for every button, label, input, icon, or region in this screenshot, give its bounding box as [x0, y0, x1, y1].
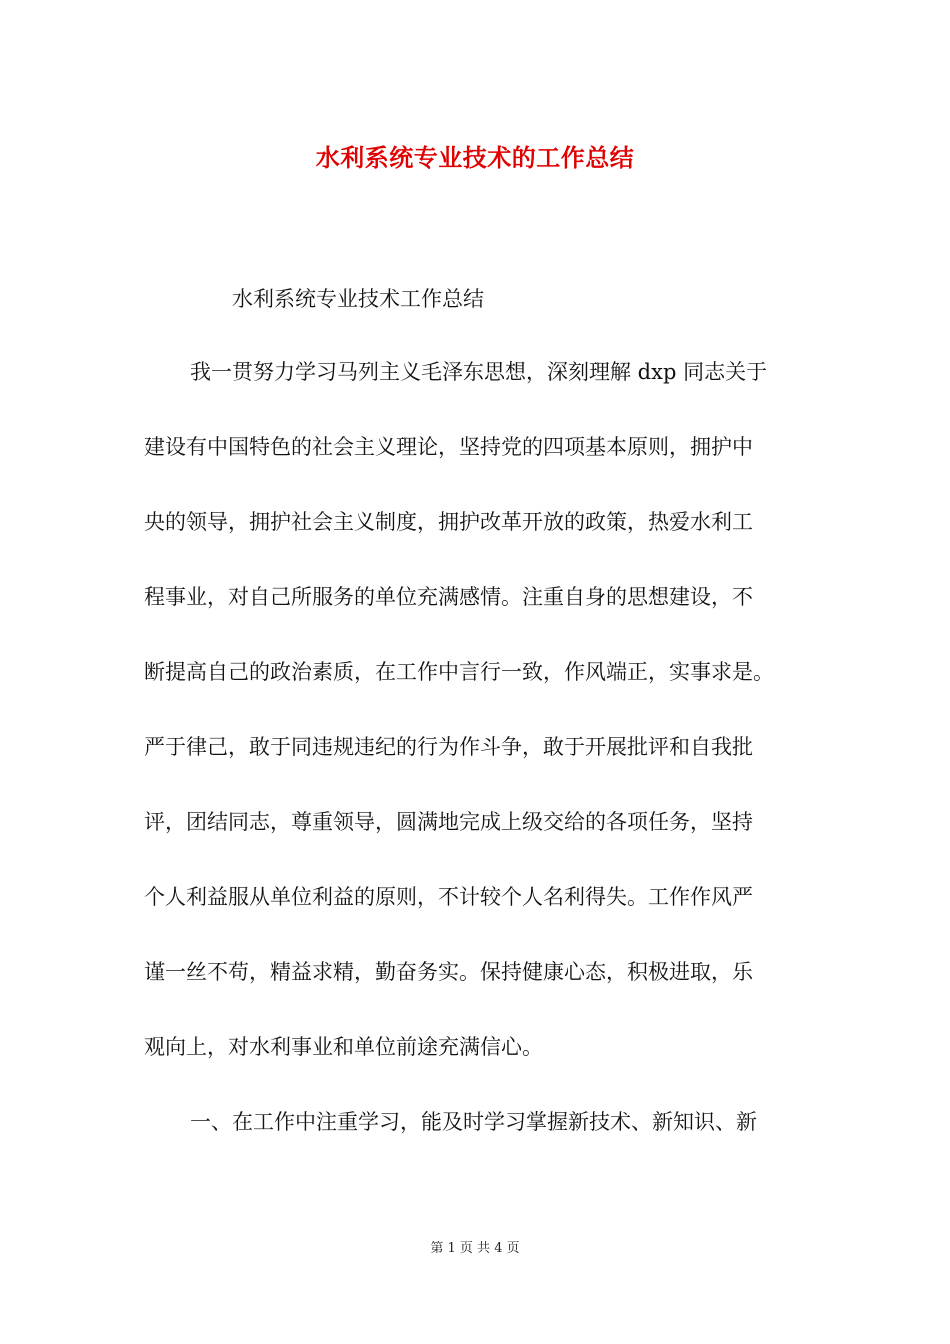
- paragraph-line: 观向上，对水利事业和单位前途充满信心。: [144, 1035, 543, 1059]
- paragraph-line: 个人利益服从单位利益的原则，不计较个人名利得失。工作作风严: [144, 885, 753, 909]
- paragraph-line: 建设有中国特色的社会主义理论，坚持党的四项基本原则，拥护中: [144, 435, 753, 459]
- paragraph-line: 严于律己，敢于同违规违纪的行为作斗争，敢于开展批评和自我批: [144, 735, 753, 759]
- paragraph-line: 谨一丝不苟，精益求精，勤奋务实。保持健康心态，积极进取，乐: [144, 960, 753, 984]
- paragraph-line: 程事业，对自己所服务的单位充满感情。注重自身的思想建设，不: [144, 585, 753, 609]
- paragraph-line: 一、在工作中注重学习，能及时学习掌握新技术、新知识、新: [190, 1110, 757, 1134]
- paragraph-line: 断提高自己的政治素质，在工作中言行一致，作风端正，实事求是。: [144, 660, 774, 684]
- paragraph-line: 我一贯努力学习马列主义毛泽东思想，深刻理解 dxp 同志关于: [190, 360, 768, 384]
- page-footer: 第 1 页 共 4 页: [430, 1241, 520, 1256]
- document-subtitle: 水利系统专业技术工作总结: [232, 287, 484, 311]
- paragraph-line: 评，团结同志，尊重领导，圆满地完成上级交给的各项任务，坚持: [144, 810, 753, 834]
- document-title: 水利系统专业技术的工作总结: [315, 143, 635, 172]
- paragraph-line: 央的领导，拥护社会主义制度，拥护改革开放的政策，热爱水利工: [144, 510, 753, 534]
